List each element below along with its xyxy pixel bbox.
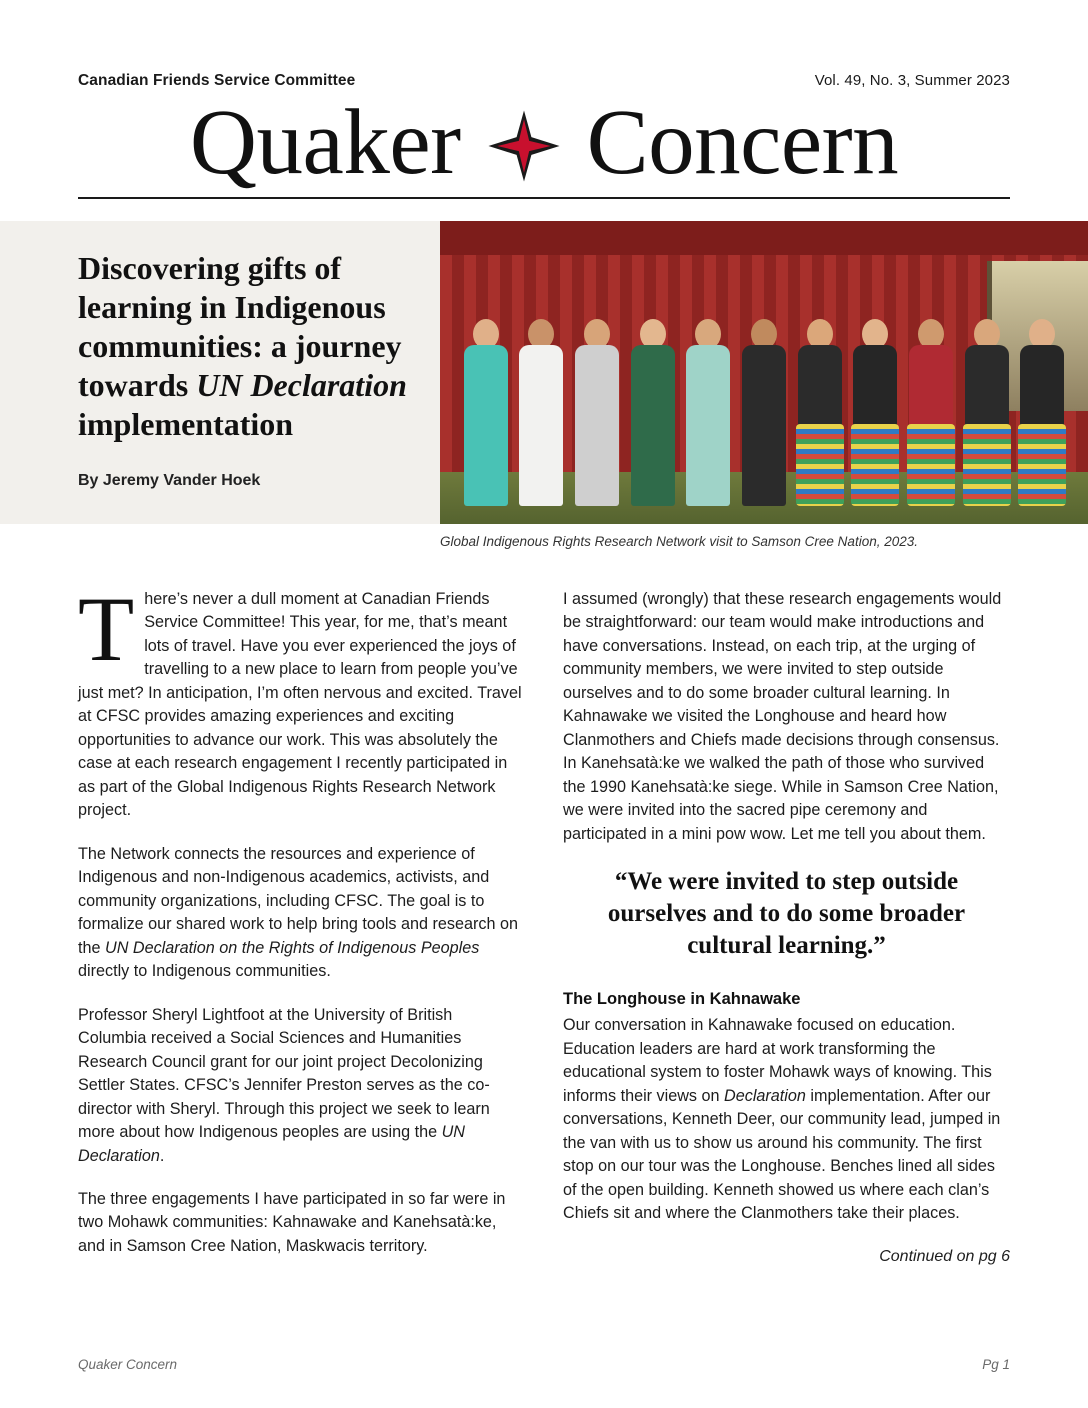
paragraph-3-text-a: Professor Sheryl Lightfoot at the University of British Columbia received a Social Sciences and Humanities Research Council grant for our joint project Decolonizing Settler States. CFSC’s Jennifer Preston serves as the co-director with Sheryl. Through this project we seek to learn more about how Indigenous peoples are using the xyxy=(78,1005,490,1142)
paragraph-6-italic: Declaration xyxy=(724,1086,806,1105)
byline: By Jeremy Vander Hoek xyxy=(78,472,261,490)
paragraph-6-text-b: implementation. After our conversations, Kenneth Deer, our community lead, jumped in the van with us to show us around his community. The first stop on our tour was the Longhouse. Benches lined all sides of the open building. Kenneth showed us where each clan’s Chiefs sit and where the Clanmothers take their places. xyxy=(563,1086,1001,1222)
person-ribbon-skirt xyxy=(907,424,955,506)
headline-line-1: Discovering gifts of xyxy=(78,249,342,286)
person-figure xyxy=(850,319,901,505)
page-footer xyxy=(78,1357,1010,1372)
paragraph-2-text-b: directly to Indigenous communities. xyxy=(78,962,331,981)
headline-line-2: learning in Indigenous xyxy=(78,288,386,325)
issue-info: Vol. 49, No. 3, Summer 2023 xyxy=(814,72,1010,89)
paragraph-6 xyxy=(563,1014,1010,1225)
drop-cap: T xyxy=(78,577,135,680)
person-body xyxy=(686,345,730,505)
paragraph-4: The three engagements I have participated in so far were in two Mohawk communities: Kahnawake and Kanehsatà:ke, and in Samson Cree Nation, Maskwacis territory. xyxy=(78,1190,506,1255)
person-figure xyxy=(794,319,845,505)
person-ribbon-skirt xyxy=(796,424,844,506)
column-right xyxy=(563,588,1010,1279)
photo-caption-wrap xyxy=(440,524,1088,549)
section-subheading: The Longhouse in Kahnawake xyxy=(563,990,801,1009)
person-figure xyxy=(1017,319,1068,505)
person-ribbon-skirt xyxy=(963,424,1011,506)
person-ribbon-skirt xyxy=(1018,424,1066,506)
person-body xyxy=(575,345,619,505)
hero-section xyxy=(0,221,1088,549)
article-body xyxy=(0,572,1088,1279)
title-word-left: Quaker xyxy=(189,91,461,194)
title-word-right: Concern xyxy=(586,91,899,194)
headline-line-4a: towards xyxy=(78,366,197,403)
paragraph-1-text: here’s never a dull moment at Canadian Friends Service Committee! This year, for me, that’s meant lots of travel. Have you ever experienced the joys of travelling to a new place to learn from people you’ve just met? In anticipation, I’m often nervous and excited. Travel at CFSC provides amazing experiences and exciting opportunities to advance our work. This was absolutely the case at each research engagement I recently participated in as part of the Global Indigenous Rights Research Network project. xyxy=(78,589,522,820)
publication-title xyxy=(78,91,1010,194)
footer-page-number: Pg 1 xyxy=(982,1357,1010,1372)
person-figure xyxy=(683,319,734,505)
six-pointed-star-icon xyxy=(487,109,561,183)
paragraph-1 xyxy=(78,577,525,823)
person-figure xyxy=(738,319,789,505)
person-figure xyxy=(906,319,957,505)
headline-line-4-italic: UN Declaration xyxy=(196,366,407,403)
photo-caption: Global Indigenous Rights Research Network visit to Samson Cree Nation, 2023. xyxy=(440,533,918,549)
photo-wall-top xyxy=(440,221,1088,255)
headline-line-5: implementation xyxy=(78,405,294,442)
hero-photo-block xyxy=(440,221,1088,524)
paragraph-5: I assumed (wrongly) that these research engagements would be straightforward: our team would make introductions and have conversations. Instead, on each trip, at the urging of community members, we were invited to step outside ourselves and to do some broader cultural learning. In Kahnawake we visited the Longhouse and heard how Clanmothers and Chiefs made decisions through consensus. In Kanehsatà:ke we walked the path of those who survived the 1990 Kanehsatà:ke siege. While in Samson Cree Nation, we were invited into the sacred pipe ceremony and participated in a mini pow wow. Let me tell you about them. xyxy=(563,589,1002,843)
column-left xyxy=(78,577,525,1279)
paragraph-3-italic: UN Declaration xyxy=(78,1123,465,1165)
person-body xyxy=(742,345,786,505)
person-body xyxy=(631,345,675,505)
paragraph-6-text-a: Our conversation in Kahnawake focused on education. Education leaders are hard at work transforming the educational system to foster Mohawk ways of knowing. This informs their views on xyxy=(563,1016,992,1105)
paragraph-3-text-b: . xyxy=(159,1146,165,1165)
person-figure xyxy=(516,319,567,505)
masthead-divider xyxy=(78,197,1010,199)
headline-line-3: communities: a journey xyxy=(78,327,402,364)
person-figure xyxy=(627,319,678,505)
person-figure xyxy=(460,319,511,505)
masthead-top-row xyxy=(78,72,1010,90)
person-figure xyxy=(571,319,622,505)
continued-note: Continued on pg 6 xyxy=(879,1248,1010,1266)
person-body xyxy=(519,345,563,505)
person-figure xyxy=(961,319,1012,505)
person-body xyxy=(464,345,508,505)
group-photo xyxy=(440,221,1088,524)
organization-name: Canadian Friends Service Committee xyxy=(78,72,356,89)
person-ribbon-skirt xyxy=(851,424,899,506)
footer-publication-name: Quaker Concern xyxy=(78,1357,178,1372)
hero-text-block xyxy=(0,221,440,524)
masthead xyxy=(0,0,1088,199)
paragraph-2-text-a: The Network connects the resources and experience of Indigenous and non-Indigenous academics, activists, and community organizations, including CFSC. The goal is to formalize our shared work to help bring tools and research on the xyxy=(78,844,518,957)
pull-quote: “We were invited to step outside ourselves and to do some broader cultural learning.” xyxy=(607,868,966,960)
article-headline xyxy=(78,249,412,444)
paragraph-2-italic: UN Declaration on the Rights of Indigenous Peoples xyxy=(105,938,480,957)
paragraph-3 xyxy=(78,1004,525,1168)
photo-people-row xyxy=(460,273,1068,506)
paragraph-2 xyxy=(78,843,525,984)
